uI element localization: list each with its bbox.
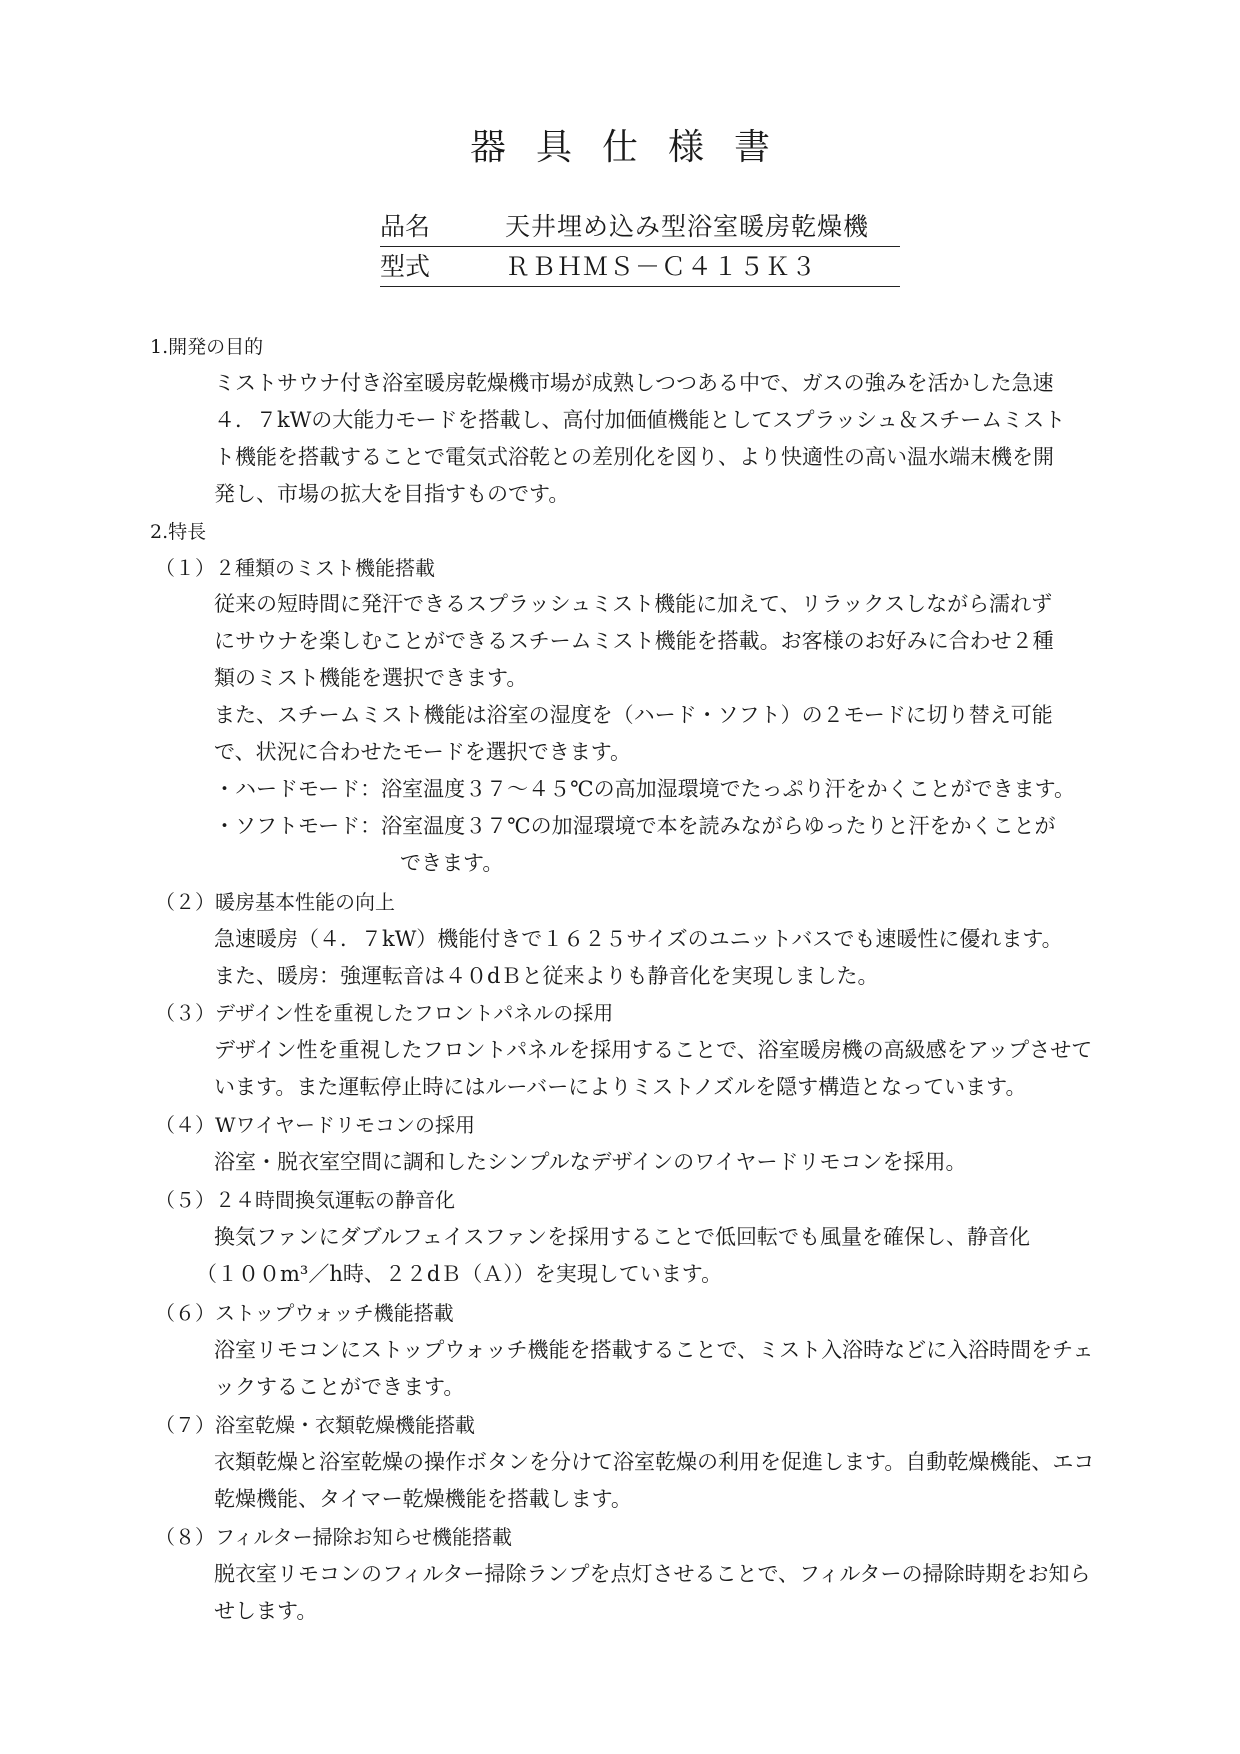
product-name-label: 品名 bbox=[380, 212, 431, 241]
feature-heading: （３）デザイン性を重視したフロントパネルの採用 bbox=[155, 1001, 614, 1025]
body-line: （１００m³／h時、２２dＢ（Ａ））を実現しています。 bbox=[196, 1262, 723, 1286]
feature-heading: （２）暖房基本性能の向上 bbox=[155, 890, 395, 914]
feature-heading: （６）ストップウォッチ機能搭載 bbox=[155, 1301, 454, 1325]
body-line: 脱衣室リモコンのフィルター掃除ランプを点灯させることで、フィルターの掃除時期をお知ら bbox=[214, 1562, 1091, 1586]
model-number-value: ＲＢＨＭＳ－Ｃ４１５Ｋ３ bbox=[505, 252, 818, 281]
body-line: 衣類乾燥と浴室乾燥の操作ボタンを分けて浴室乾燥の利用を促進します。自動乾燥機能、エコ bbox=[214, 1450, 1095, 1474]
body-line: います。また運転停止時にはルーバーによりミストノズルを隠す構造となっています。 bbox=[214, 1075, 1027, 1099]
feature-heading: （５）２４時間換気運転の静音化 bbox=[155, 1188, 455, 1212]
body-line: 発し、市場の拡大を目指すものです。 bbox=[214, 482, 570, 506]
body-line: デザイン性を重視したフロントパネルを採用することで、浴室暖房機の高級感をアップさせて bbox=[214, 1038, 1093, 1062]
body-line: にサウナを楽しむことができるスチームミスト機能を搭載。お客様のお好みに合わせ２種 bbox=[214, 629, 1054, 653]
body-line: 浴室・脱衣室空間に調和したシンプルなデザインのワイヤードリモコンを採用。 bbox=[214, 1150, 967, 1174]
body-line: ミストサウナ付き浴室暖房乾燥機市場が成熟しつつある中で、ガスの強みを活かした急速 bbox=[214, 371, 1054, 395]
feature-heading: （４）Wワイヤードリモコンの採用 bbox=[155, 1113, 475, 1137]
body-line: 浴室リモコンにストップウォッチ機能を搭載することで、ミスト入浴時などに入浴時間をチェ bbox=[214, 1338, 1094, 1362]
body-line: ４．７kWの大能力モードを搭載し、高付加価値機能としてスプラッシュ＆スチームミスト bbox=[214, 408, 1066, 432]
body-line: できます。 bbox=[400, 851, 504, 875]
body-line: 類のミスト機能を選択できます。 bbox=[214, 666, 528, 690]
feature-heading: （８）フィルター掃除お知らせ機能搭載 bbox=[155, 1525, 512, 1549]
body-line: また、スチームミスト機能は浴室の湿度を（ハード・ソフト）の２モードに切り替え可能 bbox=[214, 703, 1053, 727]
body-line: せします。 bbox=[214, 1599, 318, 1623]
soft-mode-line: ・ソフトモード：浴室温度３７℃の加湿環境で本を読みながらゆったりと汗をかくことが bbox=[214, 814, 1056, 838]
body-line: また、暖房：強運転音は４０dＢと従来よりも静音化を実現しました。 bbox=[214, 964, 879, 988]
section-heading-purpose: 1.開発の目的 bbox=[150, 336, 264, 358]
hard-mode-line: ・ハードモード：浴室温度３７～４５℃の高加湿環境でたっぷり汗をかくことができます。 bbox=[214, 777, 1075, 801]
body-line: ックすることができます。 bbox=[214, 1375, 465, 1399]
page-title: 器具仕様書 bbox=[469, 127, 800, 168]
section-heading-features: 2.特長 bbox=[150, 521, 207, 543]
body-line: 急速暖房（４．７kW）機能付きで１６２５サイズのユニットバスでも速暖性に優れます。 bbox=[214, 927, 1063, 951]
body-line: 換気ファンにダブルフェイスファンを採用することで低回転でも風量を確保し、静音化 bbox=[214, 1225, 1031, 1249]
feature-heading: （７）浴室乾燥・衣類乾燥機能搭載 bbox=[155, 1413, 475, 1437]
product-name-value: 天井埋め込み型浴室暖房乾燥機 bbox=[505, 212, 870, 241]
feature-heading: （１）２種類のミスト機能搭載 bbox=[155, 556, 435, 580]
model-number-row bbox=[380, 250, 900, 287]
model-number-label: 型式 bbox=[380, 252, 431, 281]
body-line: 従来の短時間に発汗できるスプラッシュミスト機能に加えて、リラックスしながら濡れず bbox=[214, 592, 1053, 616]
product-name-row bbox=[380, 210, 900, 247]
body-line: 乾燥機能、タイマー乾燥機能を搭載します。 bbox=[214, 1487, 632, 1511]
body-line: で、状況に合わせたモードを選択できます。 bbox=[214, 740, 632, 764]
body-line: ト機能を搭載することで電気式浴乾との差別化を図り、より快適性の高い温水端末機を開 bbox=[214, 445, 1054, 469]
